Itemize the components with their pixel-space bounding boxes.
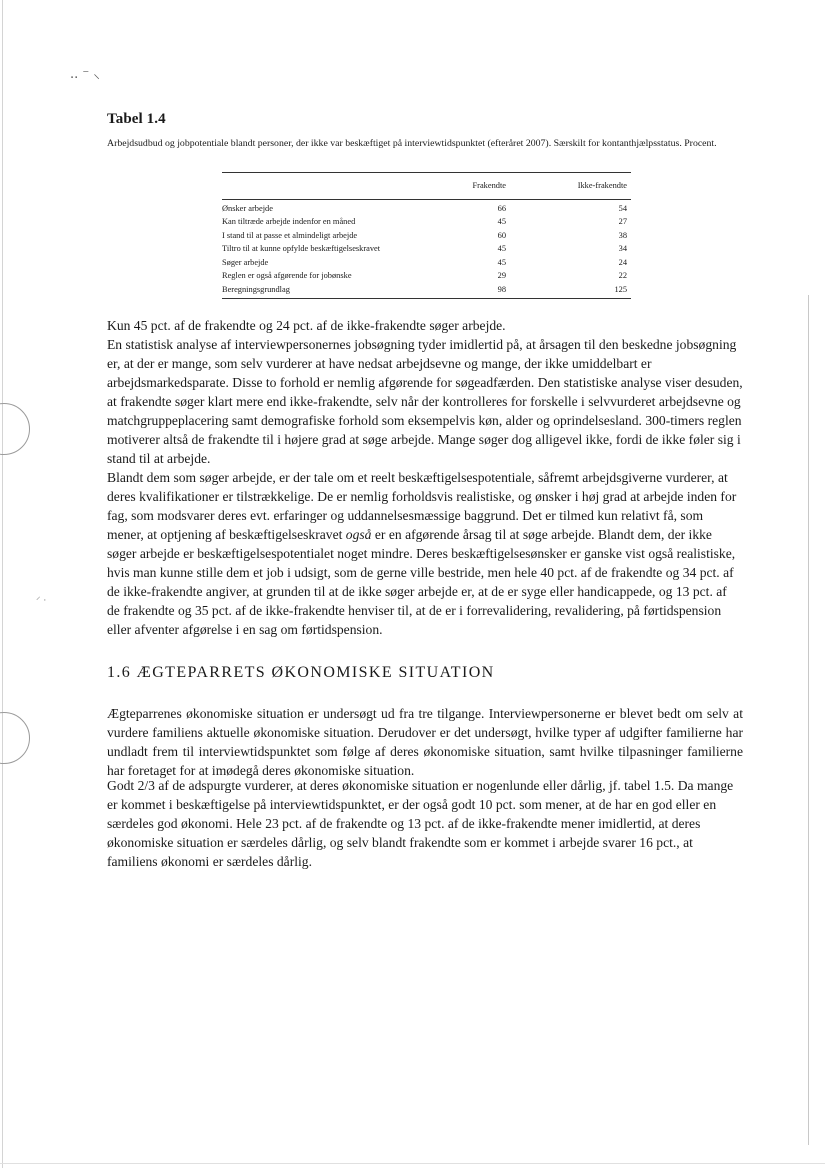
table-header-ikke-frakendte: Ikke-frakendte: [577, 181, 627, 190]
value-ikke-frakendte: 27: [618, 217, 627, 226]
row-label: Reglen er også afgørende for jobønske: [222, 271, 352, 280]
text-run: Blandt dem som søger arbejde, er der tale om et reelt beskæftigelsespotentiale, såfremt arbejdsgiverne vurderer, at deres kvalifikationer er tilstrækkelige. De er nemlig forholdsvis realistiske, og ønsker i høj grad at arbejde inden for fag, som modsvarer deres evt. erfaringer og uddannelsesmæssige baggrund. Det er tilmed kun relativt få, som mener, at optjening af beskæftigelseskravet: [107, 470, 737, 542]
table-row: [222, 269, 631, 283]
value-frakendte: 45: [497, 257, 506, 267]
table-header-empty: [222, 173, 442, 200]
punch-hole-icon: [0, 403, 30, 455]
value-ikke-frakendte: 54: [618, 203, 627, 213]
value-frakendte: 60: [497, 230, 506, 240]
table-row: [222, 215, 631, 229]
value-ikke-frakendte: 125: [614, 284, 627, 294]
punch-hole-icon: [0, 712, 30, 764]
table-caption: Arbejdsudbud og jobpotentiale blandt personer, der ikke var beskæftiget på interviewtidspunktet (efteråret 2007). Særskilt for kontanthjælpsstatus. Procent.: [107, 138, 717, 149]
value-frakendte: 98: [497, 284, 506, 294]
table-row: [222, 229, 631, 243]
table-title: Tabel 1.4: [107, 111, 166, 127]
paragraph: Godt 2/3 af de adspurgte vurderer, at deres økonomiske situation er nogenlunde eller dårlig, jf. tabel 1.5. Da mange er kommet i beskæftigelse på interviewtidspunktet, er der også godt 10 pct. som mener, at de har en god eller en særdeles god økonomi. Hele 23 pct. af de frakendte og 13 pct. af de ikke-frakendte mener imidlertid, at deres økonomiske situation er særdeles dårlig, og selv blandt frakendte som er kommet i arbejde svarer 16 pct., at familiens økonomi er særdeles dårlig.: [107, 778, 734, 869]
table-row: [222, 283, 631, 299]
margin-line: [808, 295, 809, 1145]
page-edge-bottom: [0, 1163, 825, 1164]
scan-mark-icon: ⸍ ·: [36, 596, 47, 606]
text-run: er en afgørende årsag til at søge arbejde. Blandt dem, der ikke søger arbejde er beskæftigelsespotentialet noget mindre. Deres beskæftigelsesønsker er ganske vist også realistiske, hvis man kunne stille dem et job i udsigt, som de gerne ville bestride, men hele 40 pct. af de frakendte og 34 pct. af de ikke-frakendte angiver, at grunden til at de ikke søger arbejde er, at de er syge eller handicappede, og 13 pct. af de frakendte og 35 pct. af de ikke-frakendte henviser til, at de er i forrevalidering, revalidering, på førtidspension eller afventer afgørelse i en sag om førtidspension.: [107, 527, 736, 637]
value-ikke-frakendte: 34: [618, 244, 627, 253]
section-heading: 1.6 ÆGTEPARRETS ØKONOMISKE SITUATION: [107, 664, 495, 681]
value-ikke-frakendte: 38: [618, 230, 627, 240]
page-edge: [2, 0, 3, 1168]
row-label: I stand til at passe et almindeligt arbejde: [222, 230, 358, 240]
paragraph: En statistisk analyse af interviewpersonernes jobsøgning tyder imidlertid på, at årsagen til den beskedne jobsøgning er, at der er mange, som selv vurderer at have nedsat arbejdsevne og mange, der ikke umiddelbart er arbejdsmarkedsparate. Disse to forhold er nemlig afgørende for søgeadfærden. Den statistiske analyse viser desuden, at frakendte søger klart mere end ikke-frakendte, selv når der kontrolleres for forskelle i selvvurderet arbejdsevne og matchgruppeplacering samt demografiske forhold som eksempelvis køn, alder og oprindelsesland. 300-timers reglen motiverer altså de frakendte til i højere grad at søge arbejde. Mange søger dog alligevel ikke, fordi de ikke føler sig i stand til at arbejde.: [107, 337, 743, 466]
scan-mark-icon: .. ⁻ ⸜: [70, 67, 100, 82]
value-frakendte: 29: [497, 271, 506, 280]
table-row: [222, 242, 631, 256]
table-header-frakendte: Frakendte: [472, 181, 506, 190]
table-row: [222, 256, 631, 270]
value-ikke-frakendte: 22: [618, 271, 627, 280]
body-section-jobsoegning: [107, 316, 743, 639]
value-frakendte: 45: [497, 217, 506, 226]
table-header-row: [222, 173, 631, 200]
row-label: Søger arbejde: [222, 257, 269, 267]
value-ikke-frakendte: 24: [618, 257, 627, 267]
value-frakendte: 66: [497, 203, 506, 213]
table-row: [222, 199, 631, 215]
data-table: [222, 172, 631, 299]
value-frakendte: 45: [497, 244, 506, 253]
row-label: Tiltro til at kunne opfylde beskæftigelseskravet: [222, 244, 381, 253]
row-label: Beregningsgrundlag: [222, 284, 290, 294]
row-label: Kan tiltræde arbejde indenfor en måned: [222, 217, 356, 226]
paragraph: [107, 468, 743, 639]
paragraph: Kun 45 pct. af de frakendte og 24 pct. af de ikke-frakendte søger arbejde.: [107, 318, 506, 333]
row-label: Ønsker arbejde: [222, 203, 273, 213]
paragraph: Ægteparrenes økonomiske situation er undersøgt ud fra tre tilgange. Interviewpersonerne er blevet bedt om selv at vurdere familiens aktuelle økonomiske situation. Derudover er det undersøgt, hvilke typer af udgifter familierne har undladt frem til interviewtidspunktet som følge af deres økonomiske situation, samt hvilke tilpasninger familierne har foretaget for at imødegå deres økonomiske situation.: [107, 706, 743, 778]
emphasis-text: også: [345, 527, 372, 542]
